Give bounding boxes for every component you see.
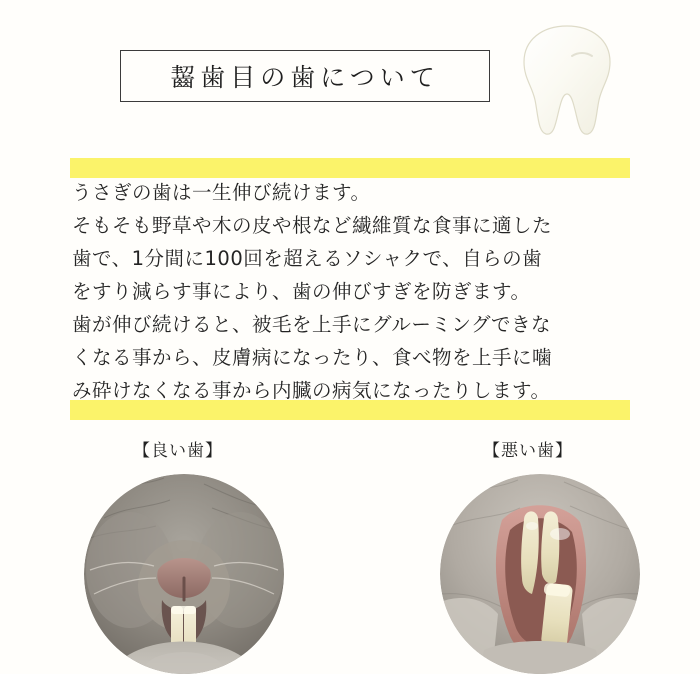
photo-bad-teeth — [440, 474, 640, 674]
body-line-7: み砕けなくなる事から内臓の病気になったりします。 — [72, 379, 551, 402]
body-line-4: をすり減らす事により、歯の伸びすぎを防ぎます。 — [72, 280, 531, 303]
body-line-6: くなる事から、皮膚病になったり、食べ物を上手に噛 — [72, 346, 553, 369]
body-text — [72, 176, 642, 407]
body-line-2: そもそも野草や木の皮や根など繊維質な食事に適した — [72, 214, 553, 237]
caption-good-teeth: 【良い歯】 — [133, 441, 223, 461]
page-title: 齧歯目の歯について — [170, 63, 440, 92]
highlight-bar-top — [70, 158, 630, 178]
caption-bad-teeth: 【悪い歯】 — [483, 441, 573, 461]
tooth-icon — [512, 20, 622, 140]
photo-good-teeth — [84, 474, 284, 674]
body-line-1: うさぎの歯は一生伸び続けます。 — [72, 181, 371, 204]
body-line-5: 歯が伸び続けると、被毛を上手にグルーミングできな — [72, 313, 552, 336]
bottom-fade — [0, 674, 700, 700]
page-title-box — [120, 50, 490, 102]
body-line-3: 歯で、1分間に100回を超えるソシャクで、自らの歯 — [72, 247, 543, 270]
